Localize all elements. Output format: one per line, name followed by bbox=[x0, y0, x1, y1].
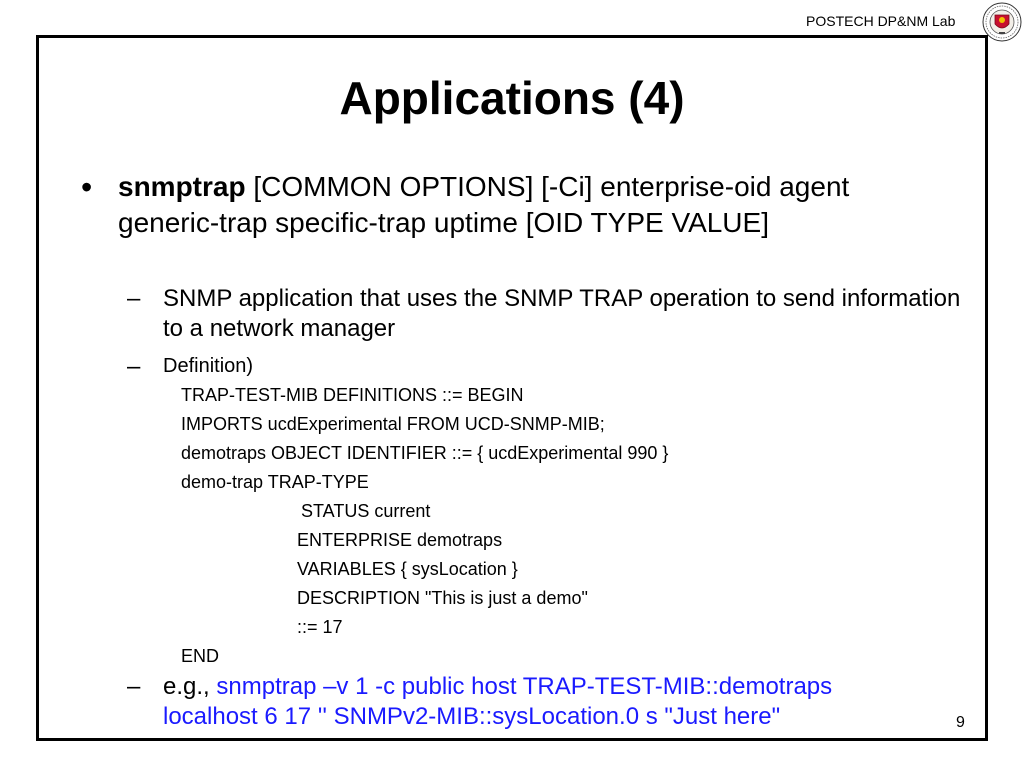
code-line: TRAP-TEST-MIB DEFINITIONS ::= BEGIN bbox=[181, 385, 524, 405]
definition-bullet: Definition) bbox=[163, 355, 254, 377]
dash-marker: – bbox=[127, 673, 141, 700]
bullet-dot: • bbox=[81, 169, 93, 205]
code-line: demotraps OBJECT IDENTIFIER ::= { ucdExperimental 990 } bbox=[181, 443, 669, 463]
code-line: END bbox=[181, 646, 220, 666]
slide-title: Applications (4) bbox=[339, 72, 685, 124]
main-bullet bbox=[118, 169, 948, 241]
example-prefix: e.g., bbox=[163, 673, 210, 700]
code-line: DESCRIPTION "This is just a demo" bbox=[297, 588, 588, 608]
command-syntax: [COMMON OPTIONS] [-Ci] enterprise-oid agent generic-trap specific-trap uptime [OID TYPE VALUE] bbox=[118, 171, 850, 238]
code-line: STATUS current bbox=[301, 501, 431, 521]
code-line: ::= 17 bbox=[297, 617, 343, 637]
code-line: IMPORTS ucdExperimental FROM UCD-SNMP-MIB; bbox=[181, 414, 605, 434]
example-bullet bbox=[163, 672, 923, 732]
code-line: ENTERPRISE demotraps bbox=[297, 530, 503, 550]
dash-marker: – bbox=[127, 353, 141, 380]
code-line: VARIABLES { sysLocation } bbox=[297, 559, 518, 579]
page-number: 9 bbox=[956, 714, 965, 731]
example-command: snmptrap –v 1 -c public host TRAP-TEST-MIB::demotraps localhost 6 17 '' SNMPv2-MIB::sysLocation.0 s "Just here" bbox=[163, 673, 833, 730]
command-name: snmptrap bbox=[118, 171, 246, 202]
postech-seal-icon bbox=[982, 2, 1022, 42]
description-bullet: SNMP application that uses the SNMP TRAP operation to send information to a network manager bbox=[163, 285, 961, 342]
dash-marker: – bbox=[127, 285, 141, 312]
code-line: demo-trap TRAP-TYPE bbox=[181, 472, 369, 492]
lab-name: POSTECH DP&NM Lab bbox=[806, 13, 956, 29]
